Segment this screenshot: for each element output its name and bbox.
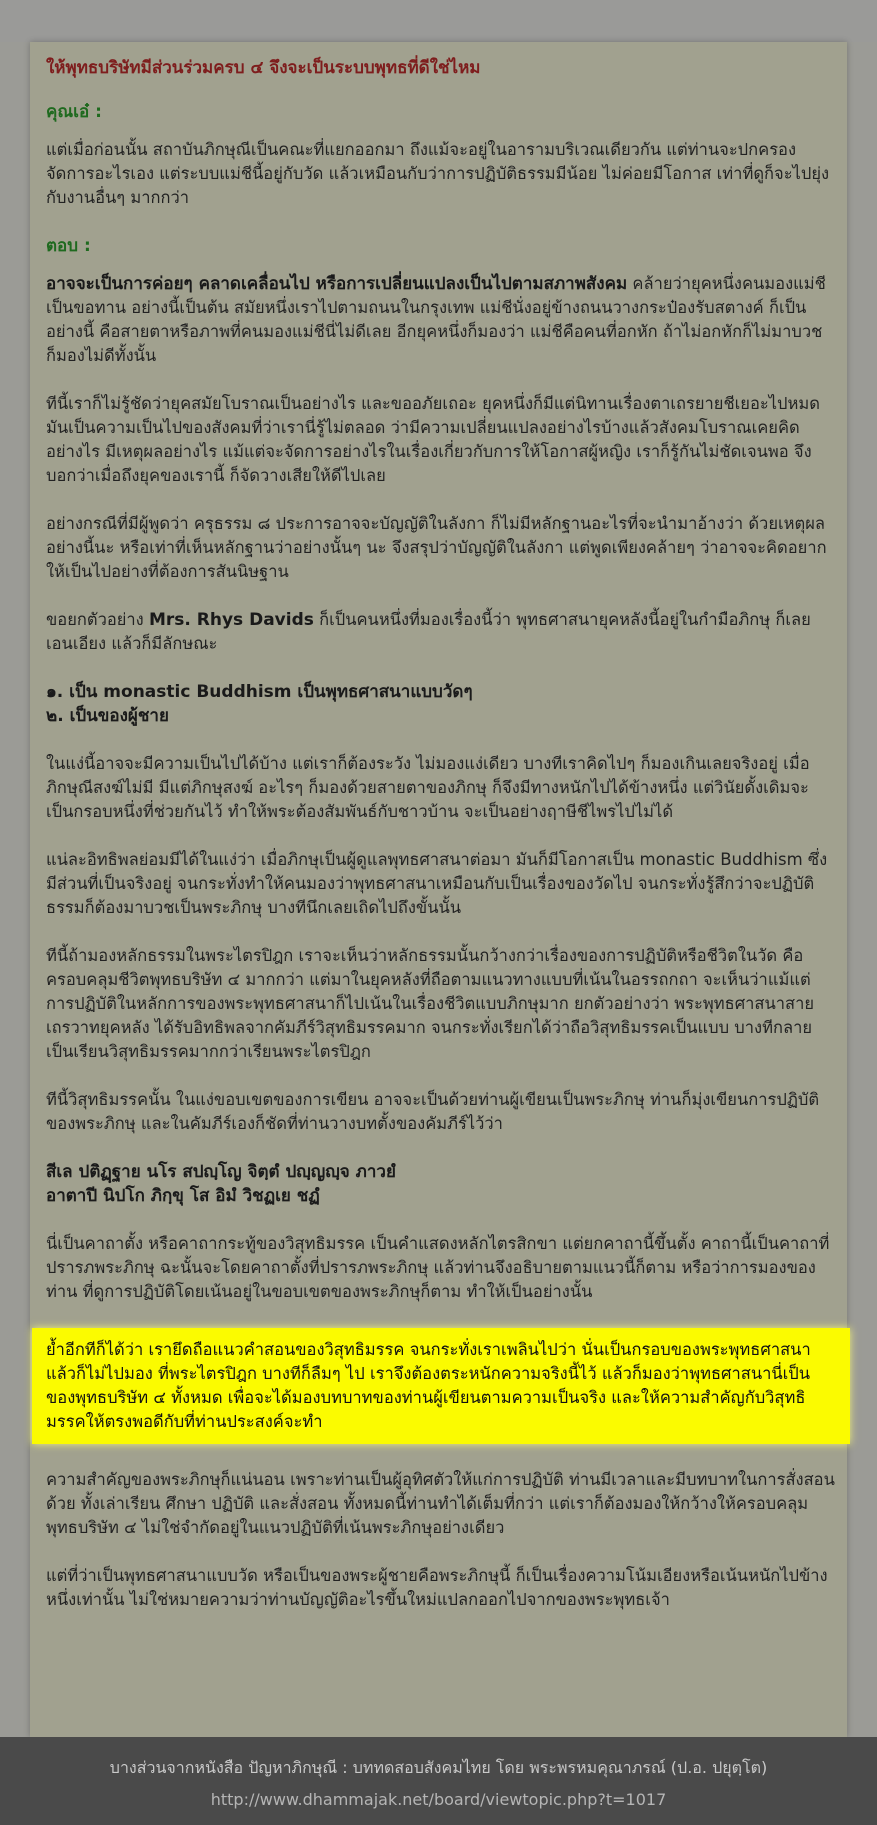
paragraph-5: ในแง่นี้อาจจะมีความเป็นไปได้บ้าง แต่เราก็ต้องระวัง ไม่มองแง่เดียว บางทีเราคิดไปๆ ก็มองเกินเลยจริงอยู่ เมื่อภิกษุณีสงฆ์ไม่มี มีแต่ภิกษุสงฆ์ อะไรๆ ก็มองด้วยสายตาของภิกษุ ก็จึงมีทางหนักไปได้ข้างหนึ่ง แต่วินัยดั้งเดิมจะเป็นกรอบหนึ่งที่ช่วยกันไว้ ทำให้พระต้องสัมพันธ์กับชาวบ้าน จะเป็นอย่างฤาษีชีไพรไปไม่ได้: [46, 754, 810, 821]
answer-label: ตอบ :: [46, 236, 91, 256]
question-text: แต่เมื่อก่อนนั้น สถาบันภิกษุณีเป็นคณะที่แยกออกมา ถึงแม้จะอยู่ในอารามบริเวณเดียวกัน แต่ท่านจะปกครองจัดการอะไรเอง แต่ระบบแม่ชีนี้อยู่กับวัด แล้วเหมือนกับว่าการปฏิบัติธรรมมีน้อย ไม่ค่อยมีโอกาส เท่าที่ดูก็จะไปยุ่งกับงานอื่นๆ มากกว่า: [46, 140, 830, 207]
top-bar: [0, 0, 877, 42]
pali-verse: [46, 1160, 836, 1208]
article-body: [46, 52, 836, 1636]
answer-1-bold: อาจจะเป็นการค่อยๆ คลาดเคลื่อนไป หรือการเปลี่ยนแปลงเป็นไปตามสภาพสังคม: [46, 274, 628, 294]
answer-paragraph-1: [46, 272, 836, 368]
paragraph-9: นี่เป็นคาถาตั้ง หรือคาถากระทู้ของวิสุทธิมรรค เป็นคำแสดงหลักไตรสิกขา แต่ยกคาถานี้ขึ้นตั้ง คาถานี้เป็นคาถาที่ปรารภพระภิกษุ ฉะนั้นจะโดยคาถาตั้งที่ปรารภพระภิกษุ แล้วท่านจึงอธิบายตามแนวนี้ก็ตาม หรือว่าการมองของท่าน ที่ดูการปฏิบัติโดยเน้นอยู่ในขอบเขตของพระภิกษุก็ตาม ทำให้เป็นอย่างนั้น: [46, 1234, 830, 1301]
verse-line-2: อาตาปี นิปโก ภิกฺขุ โส อิมํ วิชฏเย ชฏํ: [46, 1186, 320, 1206]
question-label: คุณเอ๋ :: [46, 102, 102, 122]
article-panel: [30, 42, 847, 1737]
verse-line-1: สีเล ปติฏฺฐาย นโร สปญฺโญ จิตฺตํ ปญฺญญฺจ ภาวยํ: [46, 1162, 396, 1182]
footer: [0, 1737, 877, 1825]
paragraph-6: แน่ละอิทธิพลย่อมมีได้ในแง่ว่า เมื่อภิกษุเป็นผู้ดูแลพุทธศาสนาต่อมา มันก็มีโอกาสเป็น monastic Buddhism ซึ่งมีส่วนที่เป็นจริงอยู่ จนกระทั่งทำให้คนมองว่าพุทธศาสนาเหมือนกับเป็นเรื่องของวัดไป จนกระทั่งรู้สึกว่าจะปฏิบัติธรรมก็ต้องมาบวชเป็นพระภิกษุ บางทีนึกเลยเถิดไปถึงขั้นนั้น: [46, 850, 828, 917]
paragraph-4-post: ก็เป็นคนหนึ่งที่มองเรื่องนี้ว่า พุทธศาสนายุคหลังนี้อยู่ในกำมือภิกษุ ก็เลยเอนเอียง แล้วก็มีลักษณะ: [46, 610, 811, 653]
paragraph-3: อย่างกรณีที่มีผู้พูดว่า ครุธรรม ๘ ประการอาจจะบัญญัติในลังกา ก็ไม่มีหลักฐานอะไรที่จะนำมาอ้างว่า ด้วยเหตุผลอย่างนี้นะ หรือเท่าที่เห็นหลักฐานว่าอย่างนั้นๆ นะ จึงสรุปว่าบัญญัติในลังกา แต่พูดเพียงคล้ายๆ ว่าอาจจะคิดอยากให้เป็นไปอย่างที่ต้องการสันนิษฐาน: [46, 514, 827, 581]
footer-url[interactable]: http://www.dhammajak.net/board/viewtopic.php?t=1017: [210, 1790, 667, 1809]
numbered-list: [46, 680, 836, 728]
rhys-davids-name: Mrs. Rhys Davids: [148, 610, 314, 630]
list-item-1: ๑. เป็น monastic Buddhism เป็นพุทธศาสนาแบบวัดๆ: [46, 682, 473, 702]
paragraph-10: ความสำคัญของพระภิกษุก็แน่นอน เพราะท่านเป็นผู้อุทิศตัวให้แก่การปฏิบัติ ท่านมีเวลาและมีบทบาทในการสั่งสอนด้วย ทั้งเล่าเรียน ศึกษา ปฏิบัติ และสั่งสอน ทั้งหมดนี้ท่านทำได้เต็มที่กว่า แต่เราก็ต้องมองให้กว้างให้ครอบคลุมพุทธบริษัท ๔ ไม่ใช่จำกัดอยู่ในแนวปฏิบัติที่เน้นพระภิกษุอย่างเดียว: [46, 1470, 835, 1537]
paragraph-7: ทีนี้ถ้ามองหลักธรรมในพระไตรปิฎก เราจะเห็นว่าหลักธรรมนั้นกว้างกว่าเรื่องของการปฏิบัติหรือชีวิตในวัด คือครอบคลุมชีวิตพุทธบริษัท ๔ มากกว่า แต่มาในยุคหลังที่ถือตามแนวทางแบบที่เน้นในอรรถกถา จะเห็นว่าแม้แต่การปฏิบัติในหลักการของพระพุทธศาสนาก็ไปเน้นในเรื่องชีวิตแบบภิกษุมาก ยกตัวอย่างว่า พระพุทธศาสนาสายเถรวาทยุคหลัง ได้รับอิทธิพลจากคัมภีร์วิสุทธิมรรคมาก จนกระทั่งเรียกได้ว่าถือวิสุทธิมรรคเป็นแบบ บางทีกลายเป็นเรียนวิสุทธิมรรคมากกว่าเรียนพระไตรปิฎก: [46, 946, 815, 1061]
article-title: ให้พุทธบริษัทมีส่วนร่วมครบ ๔ จึงจะเป็นระบบพุทธที่ดีใช่ไหม: [46, 58, 481, 78]
paragraph-4: [46, 608, 836, 656]
answer-1-rest: คล้ายว่ายุคหนึ่งคนมองแม่ชีเป็นขอทาน อย่างนี้เป็นต้น สมัยหนึ่งเราไปตามถนนในกรุงเทพ แม่ชีนั่งอยู่ข้างถนนวางกระป๋องรับสตางค์ ก็เป็นอย่างนี้ คือสายตาหรือภาพที่คนมองแม่ชีนี่ไม่ดีเลย อีกยุคหนึ่งก็มองว่า แม่ชีคือคนที่อกหัก ถ้าไม่อกหักก็ไม่มาบวช ก็มองไม่ดีทั้งนั้น: [46, 274, 826, 365]
paragraph-2: ทีนี้เราก็ไม่รู้ชัดว่ายุคสมัยโบราณเป็นอย่างไร และขออภัยเถอะ ยุคหนึ่งก็มีแต่นิทานเรื่องตาเถรยายชีเยอะไปหมด มันเป็นความเป็นไปของสังคมที่ว่าเรานี่รู้ไม่ตลอด ว่ามีความเปลี่ยนแปลงอย่างไรบ้างแล้วสังคมโบราณเคยคิดอย่างไร มีเหตุผลอย่างไร แม้แต่จะจัดการอย่างไรในเรื่องเกี่ยวกับการให้โอกาสผู้หญิง เราก็รู้กันไม่ชัดเจนพอ จึงบอกว่าเมื่อถึงยุคของเรานี้ ก็จัดวางเสียให้ดีไปเลย: [46, 394, 820, 485]
paragraph-4-pre: ขอยกตัวอย่าง: [46, 610, 149, 629]
paragraph-8: ทีนี้วิสุทธิมรรคนั้น ในแง่ขอบเขตของการเขียน อาจจะเป็นด้วยท่านผู้เขียนเป็นพระภิกษุ ท่านก็มุ่งเขียนการปฏิบัติของพระภิกษุ และในคัมภีร์เองก็ชัดที่ท่านวางบทตั้งของคัมภีร์ไว้ว่า: [46, 1090, 820, 1133]
paragraph-11: แต่ที่ว่าเป็นพุทธศาสนาแบบวัด หรือเป็นของพระผู้ชายคือพระภิกษุนี้ ก็เป็นเรื่องความโน้มเอียงหรือเน้นหนักไปข้างหนึ่งเท่านั้น ไม่ใช่หมายความว่าท่านบัญญัติอะไรขึ้นใหม่แปลกออกไปจากของพระพุทธเจ้า: [46, 1566, 828, 1609]
highlighted-paragraph: ย้ำอีกทีก็ได้ว่า เรายึดถือแนวคำสอนของวิสุทธิมรรค จนกระทั่งเราเพลินไปว่า นั่นเป็นกรอบของพระพุทธศาสนา แล้วก็ไม่ไปมอง ที่พระไตรปิฎก บางทีก็ลืมๆ ไป เราจึงต้องตระหนักความจริงนี้ไว้ แล้วก็มองว่าพุทธศาสนานี่เป็นของพุทธบริษัท ๔ ทั้งหมด เพื่อจะได้มองบทบาทของท่านผู้เขียนตามความเป็นจริง และให้ความสำคัญกับวิสุทธิมรรคให้ตรงพอดีกับที่ท่านประสงค์จะทำ: [32, 1328, 850, 1444]
footer-source: บางส่วนจากหนังสือ ปัญหาภิกษุณี : บททดสอบสังคมไทย โดย พระพรหมคุณาภรณ์ (ป.อ. ปยุตฺโต): [109, 1758, 768, 1777]
list-item-2: ๒. เป็นของผู้ชาย: [46, 706, 169, 726]
